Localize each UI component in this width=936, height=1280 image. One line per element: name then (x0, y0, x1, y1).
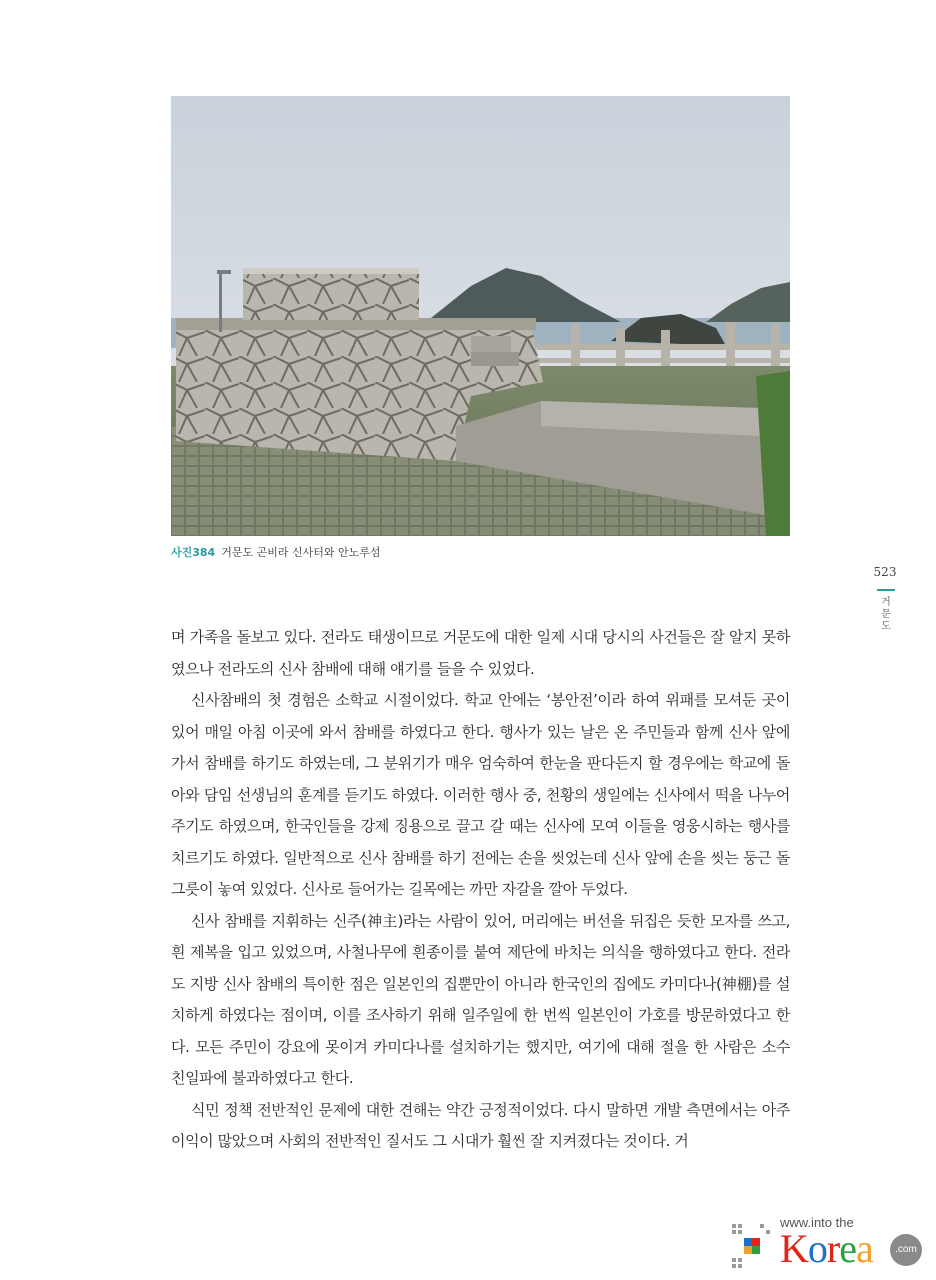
logo-dots-icon (732, 1224, 772, 1268)
logo-suffix: .com (890, 1234, 922, 1266)
paragraph-4: 식민 정책 전반적인 문제에 대한 견해는 약간 긍정적이었다. 다시 말하면 개발 측면에서는 아주 이익이 많았으며 사회의 전반적인 질서도 그 시대가 훨씬 잘 지켜졌다는 것이다. 거 (171, 1100, 790, 1150)
paragraph-2: 신사참배의 첫 경험은 소학교 시절이었다. 학교 안에는 ‘봉안전’이라 하여 위패를 모셔둔 곳이 있어 매일 아침 이곳에 와서 참배를 하였다고 한다. 행사가 있는 날은 온 주민들과 함께 신사 앞에 가서 참배를 하기도 하였는데, 그 분위기가 매우 엄숙하여 한눈을 판다든지 할 경우에는 학교에 돌아와 담임 선생님의 훈계를 듣기도 하였다. 이러한 행사 중, 천황의 생일에는 신사에서 떡을 나누어 주기도 하였으며, 한국인들을 강제 징용으로 끌고 갈 때는 신사에 모여 이들을 영웅시하는 행사를 치르기도 하였다. 일반적으로 신사 참배를 하기 전에는 손을 씻었는데 신사 앞에 손을 씻는 둥근 돌그릇이 놓여 있었다. 신사로 들어가는 길목에는 까만 자갈을 깔아 두었다. (171, 691, 790, 898)
running-section-title: 거문도 (881, 597, 891, 632)
paragraph-3: 신사 참배를 지휘하는 신주(神主)라는 사람이 있어, 머리에는 버선을 뒤집은 듯한 모자를 쓰고, 흰 제복을 입고 있었으며, 사철나무에 흰종이를 붙여 제단에 바치는 의식을 행하였다고 한다. 전라도 지방 신사 참배의 특이한 점은 일본인의 집뿐만이 아니라 한국인의 집에도 카미다나(神棚)를 설치하게 하였다는 점이며, 이를 조사하기 위해 일주일에 한 번씩 일본인이 가호를 방문하였다고 한다. 모든 주민이 강요에 못이겨 카미다나를 설치하기는 했지만, 여기에 대해 절을 한 사람은 소수 친일파에 불과하였다고 한다. (171, 911, 790, 1087)
logo-brand: Korea (780, 1226, 873, 1271)
figure-photo (171, 96, 790, 536)
watermark-logo (730, 1212, 926, 1276)
figure-caption (171, 544, 380, 560)
page-number: 523 (873, 565, 897, 579)
logo-prefix: www.into the (780, 1215, 854, 1230)
figure-caption-text: 거문도 곤비라 신사터와 안노루섬 (221, 546, 381, 559)
body-text (171, 622, 790, 1158)
page-number-rule (877, 589, 895, 591)
paragraph-1: 며 가족을 돌보고 있다. 전라도 태생이므로 거문도에 대한 일제 시대 당시의 사건들은 잘 알지 못하였으나 전라도의 신사 참배에 대해 얘기를 들을 수 있었다. (171, 628, 790, 678)
figure-number: 사진384 (171, 546, 216, 559)
